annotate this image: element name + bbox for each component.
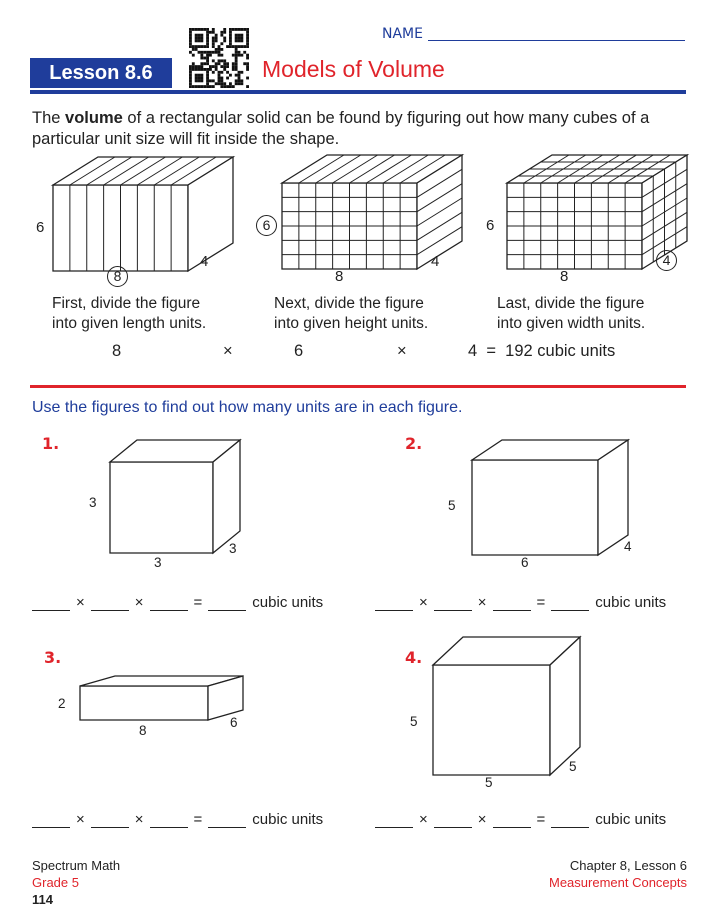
intro-bold-term: volume — [65, 109, 123, 127]
example1-caption: First, divide the figure into given length units. — [52, 295, 207, 332]
problem-2-width: 4 — [624, 539, 632, 554]
units-label: cubic units — [252, 594, 324, 611]
footer-topic: Measurement Concepts — [548, 875, 687, 890]
times-sign: × — [419, 594, 428, 611]
answer-blank — [551, 815, 589, 828]
section-divider — [30, 385, 686, 388]
equation-length: 8 — [112, 342, 122, 360]
page-number: 114 — [32, 892, 53, 907]
answer-blank — [208, 598, 246, 611]
front-face — [433, 665, 550, 775]
front-face — [110, 462, 213, 553]
times-sign: × — [419, 811, 428, 828]
problem-4-figure — [433, 637, 580, 775]
problem-1-answer — [32, 594, 323, 611]
equation-times: × — [223, 342, 233, 360]
problem-2-height: 5 — [448, 498, 456, 513]
problem-2-number: 2. — [405, 434, 423, 453]
units-label: cubic units — [252, 811, 324, 828]
example2-length: 8 — [335, 268, 344, 285]
problem-3-length: 8 — [139, 723, 147, 738]
problem-2-answer — [375, 594, 666, 611]
answer-blank — [493, 598, 531, 611]
intro-text: of a rectangular solid can be found by figuring out how many cubes of a particular unit size will fit inside the shape. — [32, 109, 650, 148]
equation-times: × — [397, 342, 407, 360]
times-sign: × — [477, 594, 487, 611]
problem-3-width: 6 — [230, 715, 238, 730]
problem-2-figure — [472, 440, 628, 555]
equals-sign: = — [193, 594, 203, 611]
equals-sign: = — [536, 594, 546, 611]
example2-height-circled: 6 — [256, 215, 277, 236]
problem-3-figure — [80, 676, 243, 720]
equation-height: 6 — [294, 342, 304, 360]
answer-blank — [150, 815, 188, 828]
equation-width: 4 — [468, 342, 478, 360]
times-sign: × — [76, 811, 85, 828]
example1-height: 6 — [36, 219, 45, 236]
equation-result-line — [468, 342, 615, 361]
footer-chapter: Chapter 8, Lesson 6 — [569, 858, 687, 873]
example3-width-circled: 4 — [656, 250, 677, 271]
equals-sign: = — [536, 811, 546, 828]
lesson-badge: Lesson 8.6 — [30, 58, 172, 88]
times-sign: × — [477, 811, 487, 828]
front-face — [80, 686, 208, 720]
footer-book: Spectrum Math — [32, 858, 121, 873]
example2-width: 4 — [431, 253, 440, 270]
footer-grade: Grade 5 — [32, 875, 79, 890]
example1-width: 4 — [200, 253, 209, 270]
problem-4-answer — [375, 811, 666, 828]
side-face — [598, 440, 628, 555]
problem-3-number: 3. — [44, 648, 62, 667]
instruction-text: Use the figures to find out how many units are in each figure. — [32, 399, 463, 416]
units-label: cubic units — [595, 594, 667, 611]
answer-blank — [150, 598, 188, 611]
example1-length-circled: 8 — [107, 266, 128, 287]
times-sign: × — [134, 811, 144, 828]
front-face — [472, 460, 598, 555]
problem-4-number: 4. — [405, 648, 423, 667]
answer-blank — [208, 815, 246, 828]
times-sign: × — [76, 594, 85, 611]
header-divider — [30, 90, 686, 94]
times-sign: × — [134, 594, 144, 611]
answer-blank — [551, 598, 589, 611]
problem-3-answer — [32, 811, 323, 828]
page-title: Models of Volume — [262, 56, 445, 82]
problem-2-length: 6 — [521, 555, 529, 570]
equation-equals: = — [486, 342, 496, 360]
answer-blank — [434, 598, 472, 611]
example3-caption: Last, divide the figure into given width units. — [497, 295, 646, 332]
intro-text: The — [32, 109, 66, 127]
equation-result: 192 cubic units — [505, 342, 616, 360]
problem-1-width: 3 — [229, 541, 237, 556]
problem-4-length: 5 — [485, 775, 493, 790]
answer-blank — [434, 815, 472, 828]
example-2-figure — [282, 155, 462, 269]
answer-blank — [91, 598, 129, 611]
answer-blank — [32, 815, 70, 828]
units-label: cubic units — [595, 811, 667, 828]
qr-code-icon — [188, 28, 250, 88]
name-label: NAME — [382, 26, 423, 42]
problem-1-number: 1. — [42, 434, 60, 453]
problem-1-length: 3 — [154, 555, 162, 570]
problem-1-figure — [110, 440, 240, 553]
equals-sign: = — [193, 811, 203, 828]
example3-length: 8 — [560, 268, 569, 285]
problem-4-width: 5 — [569, 759, 577, 774]
example2-caption: Next, divide the figure into given height units. — [274, 295, 429, 332]
answer-blank — [375, 598, 413, 611]
intro-paragraph — [32, 108, 692, 150]
problem-4-height: 5 — [410, 714, 418, 729]
name-field-line — [428, 40, 685, 41]
answer-blank — [91, 815, 129, 828]
example3-height: 6 — [486, 217, 495, 234]
answer-blank — [375, 815, 413, 828]
answer-blank — [493, 815, 531, 828]
problem-1-height: 3 — [89, 495, 97, 510]
problem-3-height: 2 — [58, 696, 66, 711]
answer-blank — [32, 598, 70, 611]
